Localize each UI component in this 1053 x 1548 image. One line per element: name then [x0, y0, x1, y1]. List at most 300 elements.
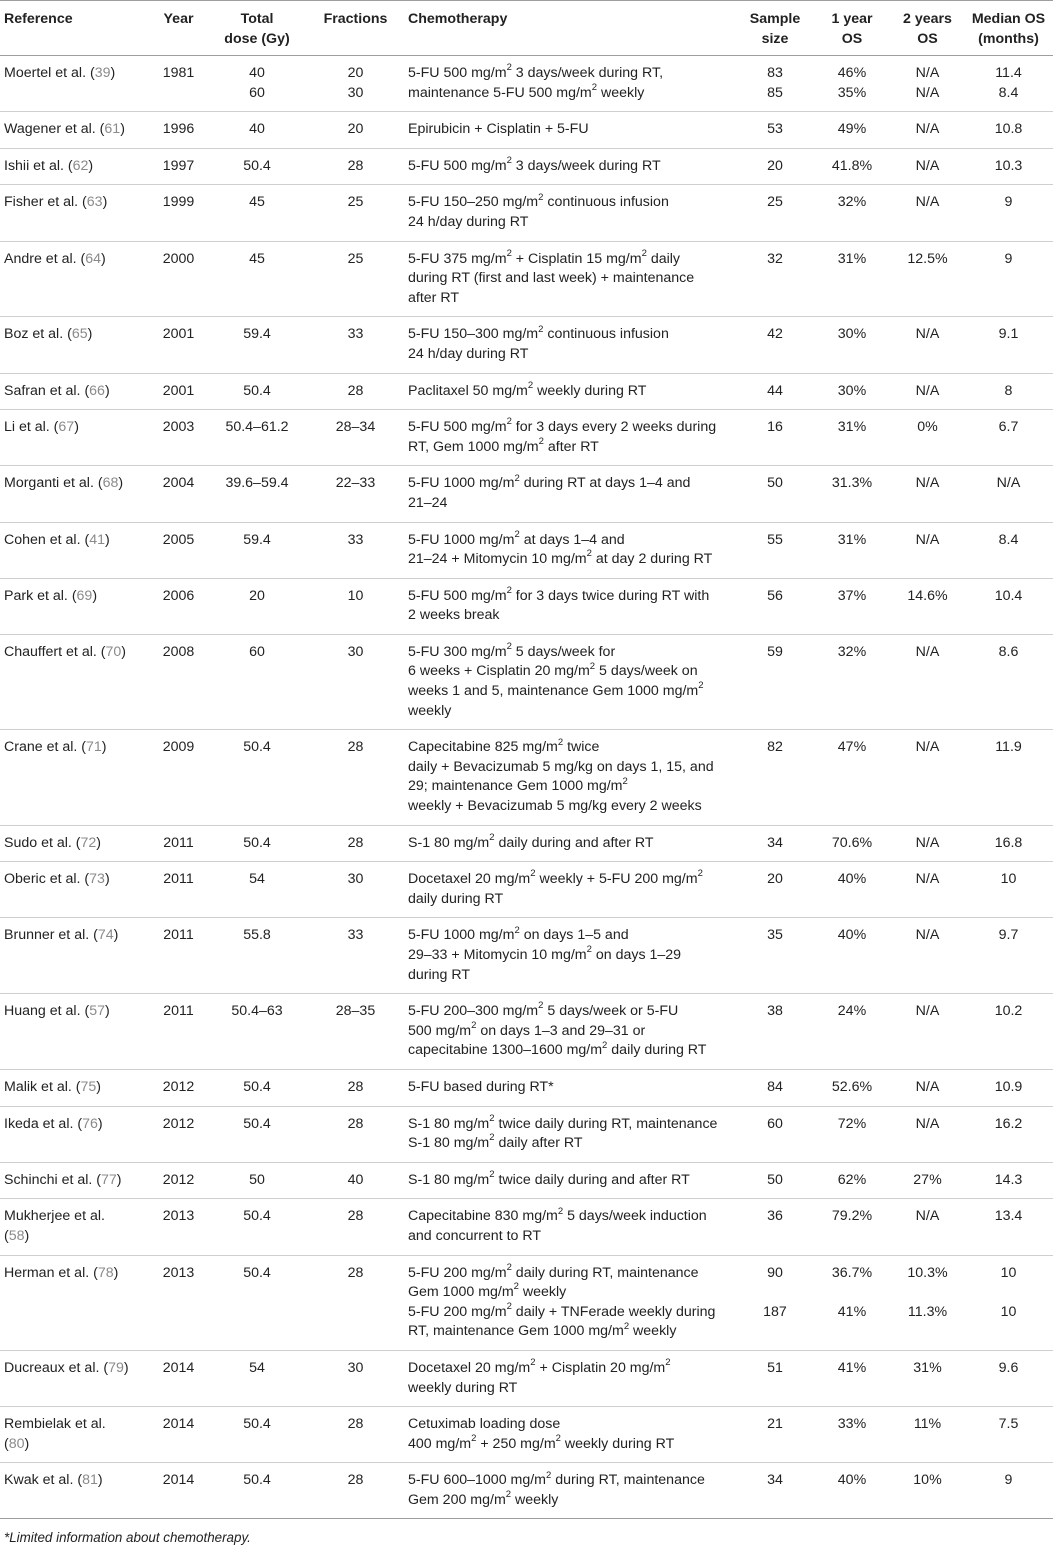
table-header	[0, 1, 1053, 56]
year-cell: 1997	[150, 148, 207, 185]
two-years-os-value: 10%	[913, 1472, 942, 1489]
sample-size-value: 90	[767, 1264, 783, 1281]
sample-size-cell	[737, 918, 813, 994]
citation-link[interactable]: 65	[71, 326, 88, 343]
one-year-os-value: 49%	[837, 121, 867, 138]
one-year-os-value: 31%	[837, 250, 867, 267]
sample-size-value: 60	[767, 1115, 783, 1132]
citation-link[interactable]: 41	[89, 531, 105, 548]
table-row	[0, 634, 1053, 729]
sample-size-cell	[737, 1069, 813, 1106]
one-year-os-value: 32%	[837, 643, 867, 660]
chemotherapy-cell: Paclitaxel 50 $mg/m^2$ weekly during RT	[404, 373, 737, 410]
citation-link[interactable]: 81	[82, 1472, 98, 1489]
sample-size-value: 187	[763, 1303, 787, 1320]
median-os-cell	[964, 522, 1053, 578]
total-dose-cell	[207, 1255, 307, 1350]
total-dose-cell	[207, 466, 307, 522]
reference-author: Herman et al. (	[4, 1264, 98, 1281]
one-year-os-cell	[813, 373, 891, 410]
table-row	[0, 185, 1053, 241]
fractions-cell	[307, 373, 404, 410]
total-dose-cell	[207, 317, 307, 373]
table-row	[0, 112, 1053, 149]
chemotherapy-cell: Cetuximab loading dose 400 $mg/m^2 + 250$ $mg/m^2$ weekly during RT	[404, 1407, 737, 1463]
two-years-os-cell	[891, 825, 964, 862]
one-year-os-cell	[813, 1255, 891, 1350]
one-year-os-cell	[813, 634, 891, 729]
fractions-value: 30	[347, 84, 364, 101]
median-os-value: 7.5	[998, 1416, 1019, 1433]
median-os-value: 9.1	[998, 326, 1019, 343]
sample-size-value: 55	[767, 531, 783, 548]
total-dose-cell	[207, 185, 307, 241]
citation-link[interactable]: 75	[80, 1078, 97, 1095]
median-os-cell	[964, 730, 1053, 825]
fractions-cell	[307, 730, 404, 825]
two-years-os-value: N/A	[915, 927, 940, 944]
citation-link[interactable]: 76	[82, 1115, 98, 1132]
total-dose-value: 50.4	[243, 1416, 271, 1433]
sample-size-value: 53	[767, 121, 783, 138]
reference-close: )	[110, 65, 116, 81]
total-dose-cell	[207, 410, 307, 466]
fractions-value: 28	[347, 834, 364, 851]
median-os-cell	[964, 1463, 1053, 1519]
sample-size-value: 35	[767, 927, 783, 944]
one-year-os-value: 31%	[837, 419, 867, 436]
two-years-os-cell	[891, 994, 964, 1070]
fractions-cell	[307, 1463, 404, 1519]
median-os-value: 8	[1004, 382, 1013, 399]
sample-size-cell	[737, 185, 813, 241]
median-os-cell	[964, 241, 1053, 317]
total-dose-cell	[207, 241, 307, 317]
total-dose-value: 40	[249, 121, 265, 138]
reference-close: )	[24, 1435, 30, 1452]
year-cell: 2014	[150, 1463, 207, 1519]
reference-close: )	[97, 1115, 103, 1132]
total-dose-value: 59.4	[243, 531, 271, 548]
fractions-value: 28	[347, 1264, 364, 1281]
fractions-cell	[307, 466, 404, 522]
median-os-cell	[964, 1069, 1053, 1106]
total-dose-value: 40	[249, 65, 265, 81]
reference-author: Boz et al. (	[4, 326, 72, 343]
sample-size-value: 21	[767, 1416, 783, 1433]
fractions-value: 28–34	[335, 419, 376, 436]
table-row	[0, 918, 1053, 994]
median-os-cell	[964, 1162, 1053, 1199]
one-year-os-value: 41%	[837, 1303, 867, 1320]
sample-size-cell	[737, 634, 813, 729]
fractions-cell	[307, 578, 404, 634]
total-dose-value: 54	[249, 871, 265, 888]
one-year-os-cell	[813, 522, 891, 578]
chemotherapy-cell: S-1 80 $mg/m^2$ daily during and after RT	[404, 825, 737, 862]
reference-author: Ikeda et al. (	[4, 1115, 83, 1132]
reference-cell	[0, 918, 150, 994]
median-os-value: 11.4	[995, 65, 1022, 81]
sample-size-cell	[737, 1255, 813, 1350]
total-dose-cell	[207, 148, 307, 185]
header-chemotherapy: Chemotherapy	[404, 1, 737, 56]
one-year-os-value: 40%	[837, 927, 867, 944]
one-year-os-value: 24%	[837, 1003, 867, 1020]
two-years-os-value: N/A	[915, 531, 940, 548]
year-cell: 2004	[150, 466, 207, 522]
reference-close: )	[104, 1003, 110, 1020]
one-year-os-value: 31.3%	[831, 475, 873, 492]
median-os-value: 10.2	[994, 1003, 1023, 1020]
citation-link[interactable]: 74	[97, 927, 114, 944]
header-median-os	[964, 1, 1053, 56]
table-row	[0, 317, 1053, 373]
one-year-os-cell	[813, 1162, 891, 1199]
reference-cell	[0, 578, 150, 634]
two-years-os-value: N/A	[915, 475, 940, 492]
two-years-os-cell	[891, 1407, 964, 1463]
header-2-years-os-line1: 2 years	[903, 11, 952, 27]
one-year-os-value: 33%	[837, 1416, 867, 1433]
chemotherapy-cell: S-1 80 $mg/m^2$ twice daily during RT, maintenance S-1 80 $mg/m^2$ daily after RT	[404, 1106, 737, 1162]
sample-size-value: 44	[767, 382, 783, 399]
reference-cell	[0, 825, 150, 862]
median-os-value: 13.4	[994, 1208, 1023, 1225]
sample-size-cell	[737, 1463, 813, 1519]
year-cell: 1981	[150, 56, 207, 112]
fractions-value: 20	[347, 121, 364, 138]
citation-link[interactable]: 64	[85, 250, 102, 267]
citation-link[interactable]: 63	[86, 194, 103, 211]
sample-size-cell	[737, 1199, 813, 1255]
citation-link[interactable]: 70	[105, 643, 122, 660]
two-years-os-cell	[891, 1162, 964, 1199]
total-dose-value: 45	[249, 194, 265, 211]
table-row	[0, 241, 1053, 317]
one-year-os-value: 46%	[837, 65, 867, 81]
reference-cell	[0, 56, 150, 112]
median-os-value: 6.7	[998, 419, 1019, 436]
table-row	[0, 1162, 1053, 1199]
table-row	[0, 410, 1053, 466]
chemotherapy-cell: 5-FU 500 $mg/m^2$ 3 days/week during RT	[404, 148, 737, 185]
reference-cell	[0, 1106, 150, 1162]
citation-link[interactable]: 39	[94, 65, 111, 81]
reference-author: Safran et al. (	[4, 382, 90, 399]
sample-size-value: 25	[767, 194, 783, 211]
reference-cell	[0, 1162, 150, 1199]
year-cell: 1999	[150, 185, 207, 241]
reference-close: )	[87, 326, 93, 343]
header-1-year-os-line1: 1 year	[831, 11, 873, 27]
table-row	[0, 730, 1053, 825]
one-year-os-cell	[813, 825, 891, 862]
header-1-year-os-line2: OS	[841, 30, 863, 47]
total-dose-value: 39.6–59.4	[225, 475, 289, 492]
table-row	[0, 1106, 1053, 1162]
sample-size-cell	[737, 373, 813, 410]
reference-cell	[0, 1407, 150, 1463]
sample-size-cell	[737, 56, 813, 112]
two-years-os-cell	[891, 185, 964, 241]
citation-link[interactable]: 62	[72, 157, 89, 174]
total-dose-value: 55.8	[243, 927, 271, 944]
median-os-cell	[964, 1255, 1053, 1350]
header-2-years-os	[891, 1, 964, 56]
table-row	[0, 994, 1053, 1070]
reference-author: Mukherjee et al. (	[4, 1208, 105, 1244]
chemotherapy-cell	[404, 1255, 737, 1350]
two-years-os-cell	[891, 56, 964, 112]
one-year-os-value: 47%	[837, 739, 867, 756]
median-os-value: 10	[1000, 871, 1017, 888]
reference-author: Sudo et al. (	[4, 834, 81, 851]
fractions-value: 28	[347, 1078, 364, 1095]
chemotherapy-cell: Docetaxel 20 $mg/m^2$ weekly + 5-FU 200 $mg/m^2$ daily during RT	[404, 862, 737, 918]
median-os-value: 9.7	[998, 927, 1019, 944]
reference-cell	[0, 1069, 150, 1106]
fractions-cell	[307, 994, 404, 1070]
fractions-cell	[307, 1199, 404, 1255]
two-years-os-cell	[891, 1106, 964, 1162]
reference-cell	[0, 241, 150, 317]
citation-link[interactable]: 78	[97, 1264, 114, 1281]
reference-author: Wagener et al. (	[4, 121, 105, 138]
two-years-os-cell	[891, 1255, 964, 1350]
median-os-value: 10.3	[994, 157, 1023, 174]
year-cell: 2011	[150, 918, 207, 994]
table-row	[0, 862, 1053, 918]
sample-size-cell	[737, 1106, 813, 1162]
total-dose-cell	[207, 373, 307, 410]
sample-size-value: 85	[767, 84, 783, 101]
table-row	[0, 1407, 1053, 1463]
total-dose-value: 50.4–61.2	[225, 419, 289, 436]
total-dose-value: 54	[249, 1359, 265, 1376]
sample-size-cell	[737, 317, 813, 373]
citation-link[interactable]: 79	[108, 1359, 124, 1376]
total-dose-cell	[207, 1106, 307, 1162]
fractions-cell	[307, 825, 404, 862]
table-row	[0, 373, 1053, 410]
sample-size-cell	[737, 1407, 813, 1463]
two-years-os-cell	[891, 1069, 964, 1106]
fractions-cell	[307, 112, 404, 149]
table-row	[0, 825, 1053, 862]
two-years-os-cell	[891, 410, 964, 466]
median-os-value: 11.9	[995, 739, 1022, 756]
median-os-cell	[964, 634, 1053, 729]
sample-size-value: 36	[767, 1208, 783, 1225]
citation-link[interactable]: 80	[8, 1435, 25, 1452]
fractions-value: 33	[347, 326, 364, 343]
sample-size-value: 32	[767, 250, 783, 267]
reference-cell	[0, 994, 150, 1070]
two-years-os-cell	[891, 522, 964, 578]
total-dose-value: 50.4–63	[231, 1003, 283, 1020]
median-os-cell	[964, 918, 1053, 994]
reference-close: )	[118, 475, 124, 492]
sample-size-value: 50	[767, 1171, 783, 1188]
sample-size-value: 42	[767, 326, 783, 343]
median-os-value: 14.3	[994, 1171, 1023, 1188]
sample-size-value: 51	[767, 1359, 783, 1376]
chemotherapy-cell: 5-FU 500 $mg/m^2$ 3 days/week during RT, maintenance 5-FU 500 $mg/m^2$ weekly	[404, 56, 737, 112]
year-cell: 2001	[150, 317, 207, 373]
fractions-cell	[307, 1162, 404, 1199]
citation-link[interactable]: 61	[104, 121, 121, 138]
reference-author: Cohen et al. (	[4, 531, 90, 548]
total-dose-value: 60	[249, 643, 265, 660]
table-body	[0, 56, 1053, 1519]
citation-link[interactable]: 67	[58, 419, 75, 436]
two-years-os-value: N/A	[915, 326, 940, 343]
two-years-os-value: 27%	[913, 1171, 942, 1188]
one-year-os-cell	[813, 241, 891, 317]
reference-cell	[0, 410, 150, 466]
total-dose-cell	[207, 112, 307, 149]
header-fractions: Fractions	[307, 1, 404, 56]
header-reference: Reference	[0, 1, 150, 56]
median-os-value: 8.4	[998, 84, 1019, 101]
reference-close: )	[104, 871, 110, 888]
citation-link[interactable]: 73	[89, 871, 105, 888]
fractions-value: 30	[347, 871, 364, 888]
fractions-cell	[307, 317, 404, 373]
table-row	[0, 522, 1053, 578]
year-cell: 2013	[150, 1199, 207, 1255]
one-year-os-value: 79.2%	[831, 1208, 873, 1225]
total-dose-value: 60	[249, 84, 265, 101]
one-year-os-cell	[813, 578, 891, 634]
two-years-os-value: N/A	[915, 1003, 940, 1020]
median-os-value: 16.2	[994, 1115, 1023, 1132]
reference-close: )	[116, 1171, 122, 1188]
citation-link[interactable]: 72	[80, 834, 97, 851]
chemotherapy-cell: 5-FU 375 $mg/m^2$ + Cisplatin 15 $mg/m^2$ daily during RT (first and last week) + maintenance after RT	[404, 241, 737, 317]
one-year-os-value: 37%	[837, 587, 867, 604]
citation-link[interactable]: 66	[89, 382, 105, 399]
fractions-value: 25	[347, 250, 364, 267]
citation-link[interactable]: 58	[8, 1227, 25, 1244]
fractions-cell	[307, 1106, 404, 1162]
one-year-os-cell	[813, 185, 891, 241]
total-dose-value: 50.4	[243, 1078, 271, 1095]
year-cell: 2001	[150, 373, 207, 410]
sample-size-cell	[737, 410, 813, 466]
reference-author: Crane et al. (	[4, 739, 87, 756]
median-os-value: 9	[1004, 1472, 1013, 1489]
chemotherapy-cell: Docetaxel 20 $mg/m^2$ + Cisplatin 20 $mg/m^2$ weekly during RT	[404, 1350, 737, 1406]
year-cell: 2012	[150, 1106, 207, 1162]
total-dose-cell	[207, 1069, 307, 1106]
year-cell: 2011	[150, 994, 207, 1070]
citation-link[interactable]: 69	[76, 587, 93, 604]
one-year-os-cell	[813, 1069, 891, 1106]
table-row	[0, 1069, 1053, 1106]
table-footnote: *Limited information about chemotherapy.	[4, 1530, 251, 1546]
one-year-os-cell	[813, 1106, 891, 1162]
two-years-os-value: N/A	[915, 1208, 940, 1225]
total-dose-cell	[207, 1162, 307, 1199]
two-years-os-value: 10.3%	[907, 1264, 948, 1281]
fractions-value: 28	[347, 1208, 364, 1225]
one-year-os-value: 41.8%	[831, 157, 873, 174]
chemotherapy-cell: 5-FU 200–300 $mg/m^2$ 5 days/week or 5-FU 500 $mg/m^2$ on days 1–3 and 29–31 or capecitabine 1300–1600 $mg/m^2$ daily during RT	[404, 994, 737, 1070]
fractions-cell	[307, 185, 404, 241]
header-median-os-line2: (months)	[978, 30, 1039, 47]
sample-size-value: 16	[767, 419, 783, 436]
two-years-os-value: 0%	[917, 419, 938, 436]
one-year-os-value: 52.6%	[831, 1078, 873, 1095]
two-years-os-cell	[891, 112, 964, 149]
sample-size-value: 34	[767, 834, 783, 851]
year-cell: 2008	[150, 634, 207, 729]
two-years-os-cell	[891, 918, 964, 994]
fractions-cell	[307, 1255, 404, 1350]
median-os-cell	[964, 1407, 1053, 1463]
table-row	[0, 578, 1053, 634]
table-row	[0, 1199, 1053, 1255]
median-os-cell	[964, 862, 1053, 918]
sample-size-cell	[737, 825, 813, 862]
reference-close: )	[96, 834, 102, 851]
reference-author: Ishii et al. (	[4, 157, 73, 174]
one-year-os-cell	[813, 1463, 891, 1519]
year-cell: 2012	[150, 1069, 207, 1106]
reference-cell	[0, 730, 150, 825]
reference-close: )	[121, 643, 126, 660]
one-year-os-cell	[813, 317, 891, 373]
fractions-value: 20	[347, 65, 364, 81]
one-year-os-cell	[813, 410, 891, 466]
two-years-os-value: N/A	[915, 65, 940, 81]
reference-close: )	[97, 1472, 103, 1489]
sample-size-cell	[737, 1162, 813, 1199]
citation-link[interactable]: 68	[102, 475, 119, 492]
one-year-os-cell	[813, 466, 891, 522]
chemotherapy-cell: 5-FU 500 $mg/m^2$ for 3 days every 2 weeks during RT, Gem 1000 $mg/m^2$ after RT	[404, 410, 737, 466]
median-os-value: 10	[1000, 1264, 1017, 1281]
reference-close: )	[113, 1264, 119, 1281]
chemotherapy-cell: Capecitabine 825 $mg/m^2$ twice daily + Bevacizumab 5 mg/kg on days 1, 15, and 29; maintenance Gem 1000 $mg/m^2$ weekly + Bevacizumab 5 mg/kg every 2 weeks	[404, 730, 737, 825]
median-os-value: 10.8	[994, 121, 1023, 138]
one-year-os-value: 31%	[837, 531, 867, 548]
citation-link[interactable]: 57	[89, 1003, 105, 1020]
median-os-cell	[964, 148, 1053, 185]
reference-cell	[0, 466, 150, 522]
total-dose-value: 45	[249, 250, 265, 267]
chemotherapy-cell: 5-FU 150–250 $mg/m^2$ continuous infusion 24 h/day during RT	[404, 185, 737, 241]
two-years-os-value: N/A	[915, 157, 940, 174]
reference-close: )	[92, 587, 98, 604]
citation-link[interactable]: 77	[101, 1171, 117, 1188]
reference-close: )	[101, 250, 106, 267]
reference-close: )	[88, 157, 94, 174]
reference-author: Malik et al. (	[4, 1078, 81, 1095]
sample-size-cell	[737, 112, 813, 149]
total-dose-value: 20	[249, 587, 265, 604]
citation-link[interactable]: 71	[86, 739, 102, 756]
total-dose-cell	[207, 1463, 307, 1519]
total-dose-cell	[207, 1407, 307, 1463]
fractions-value: 28	[347, 1115, 364, 1132]
total-dose-cell	[207, 994, 307, 1070]
two-years-os-value: N/A	[915, 1078, 940, 1095]
two-years-os-cell	[891, 730, 964, 825]
median-os-cell	[964, 825, 1053, 862]
